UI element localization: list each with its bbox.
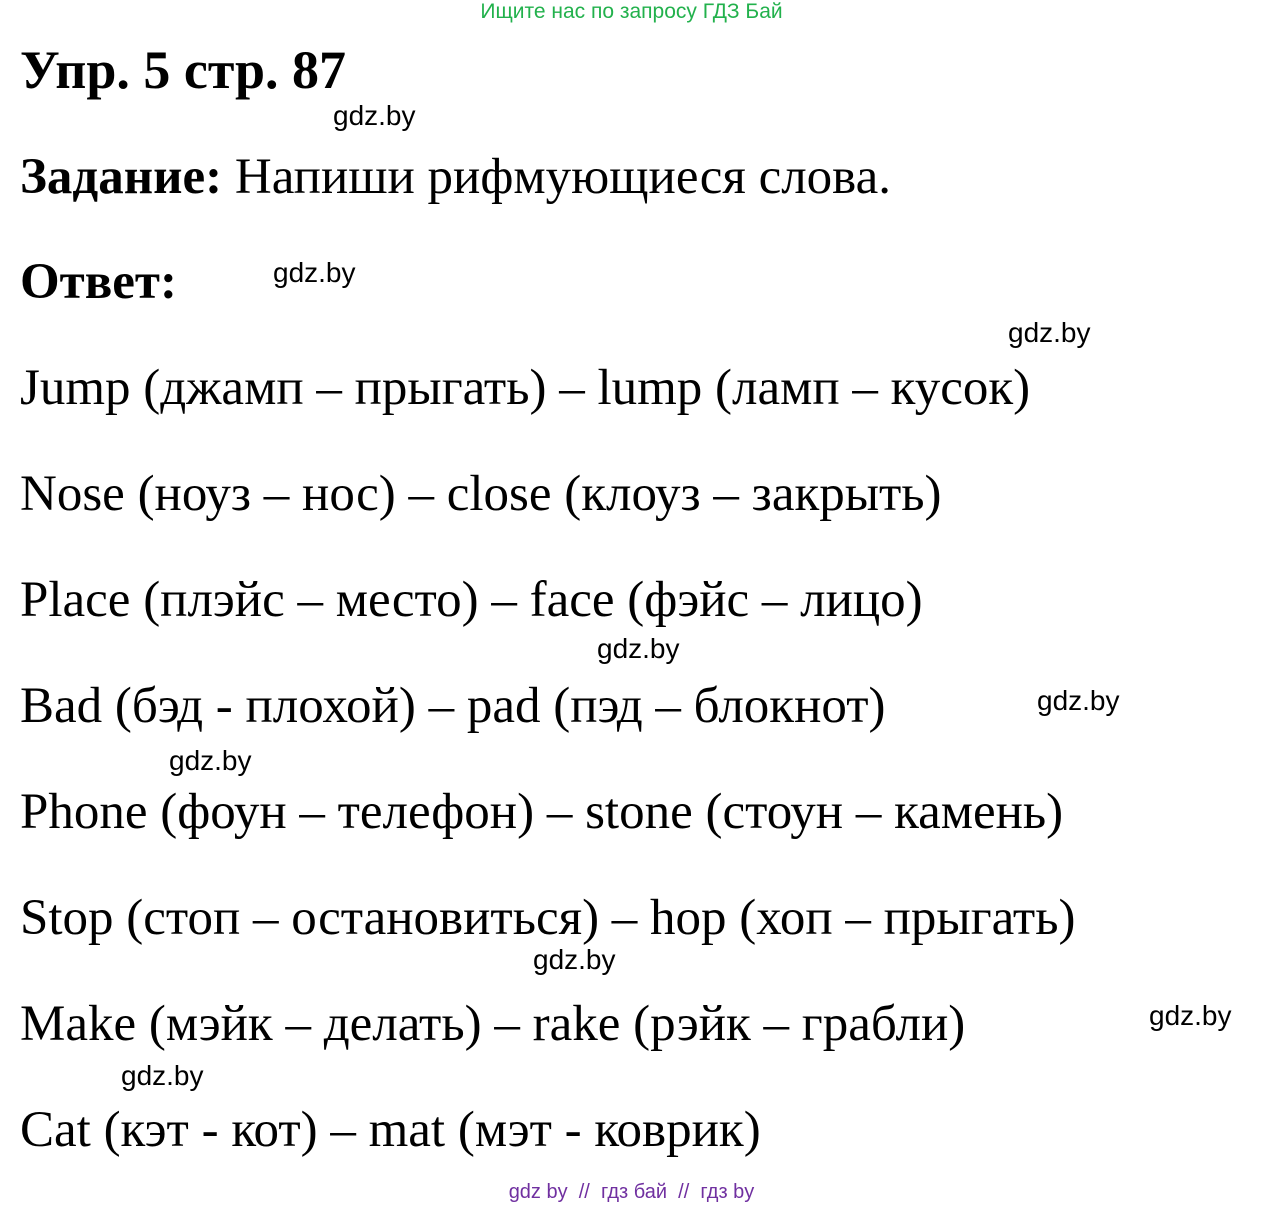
watermark: gdz.by (333, 100, 416, 131)
answer-line-3: Place (плэйс – место) – face (фэйс – лицо) (20, 572, 923, 628)
watermark: gdz.by (1037, 685, 1120, 716)
footer-watermark: gdz by // гдз бай // гдз by (508, 1181, 755, 1203)
page-title: Упр. 5 стр. 87 (20, 40, 347, 100)
answer-line-1: Jump (джамп – прыгать) – lump (ламп – кусок) (20, 360, 1031, 416)
watermark: gdz.by (1008, 317, 1091, 348)
answer-line-2: Nose (ноуз – нос) – close (клоуз – закрыть) (20, 466, 942, 522)
answer-line-8: Cat (кэт - кот) – mat (мэт - коврик) (20, 1102, 761, 1158)
task-text: Напиши рифмующиеся слова. (222, 149, 891, 205)
task-label: Задание: (20, 149, 223, 205)
watermark: gdz.by (121, 1060, 204, 1091)
answer-line-6: Stop (стоп – остановиться) – hop (хоп – прыгать) (20, 890, 1076, 946)
answer-line-7: Make (мэйк – делать) – rake (рэйк – грабли) (20, 996, 966, 1052)
watermark: gdz.by (273, 257, 356, 288)
task-statement (20, 147, 891, 207)
answer-label: Ответ: (20, 254, 177, 310)
watermark: gdz.by (1149, 1000, 1232, 1031)
watermark: gdz.by (533, 944, 616, 975)
top-banner: Ищите нас по запросу ГДЗ Бай (480, 0, 783, 23)
watermark: gdz.by (597, 633, 680, 664)
answer-line-4: Bad (бэд - плохой) – pad (пэд – блокнот) (20, 678, 886, 734)
watermark: gdz.by (169, 745, 252, 776)
answer-line-5: Phone (фоун – телефон) – stone (стоун – камень) (20, 784, 1064, 840)
